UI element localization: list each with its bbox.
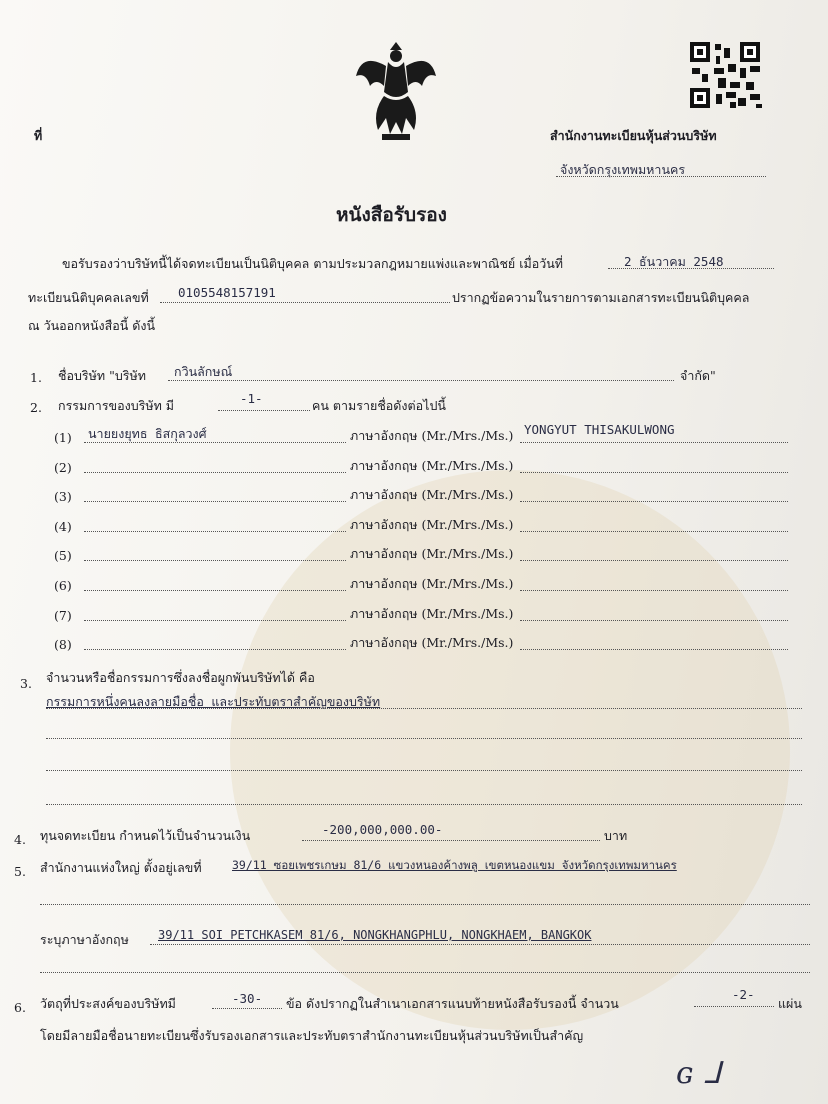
english-name-label: ภาษาอังกฤษ (Mr./Mrs./Ms.) <box>350 546 514 561</box>
qr-code-icon <box>690 42 764 110</box>
signatory-rule: กรรมการหนึ่งคนลงลายมือชื่อ และประทับตราสำคัญของบริษัท <box>46 694 381 709</box>
registered-capital: -200,000,000.00- <box>322 822 443 837</box>
reg-note: ปรากฏข้อความในรายการตามเอกสารทะเบียนนิติบุคคล <box>452 290 750 305</box>
director-name-thai: นายยงยุทธ ธิสกุลวงศ์ <box>88 426 207 441</box>
certification-note: โดยมีลายมือชื่อนายทะเบียนซึ่งรับรองเอกสารและประทับตราสำนักงานทะเบียนหุ้นส่วนบริษัทเป็นสำคัญ <box>40 1028 584 1043</box>
director-number: (6) <box>54 578 72 593</box>
english-name-label: ภาษาอังกฤษ (Mr./Mrs./Ms.) <box>350 635 514 650</box>
director-number: (7) <box>54 608 72 623</box>
registration-number: 0105548157191 <box>178 285 276 300</box>
company-name-label: ชื่อบริษัท "บริษัท <box>58 368 146 383</box>
head-office-address-english: 39/11 SOI PETCHKASEM 81/6, NONGKHANGPHLU, NONGKHAEM, BANGKOK <box>158 928 592 942</box>
objectives-note: ข้อ ดังปรากฏในสำเนาเอกสารแนบท้ายหนังสือรับรองนี้ จำนวน <box>286 996 619 1011</box>
attachment-unit: แผ่น <box>778 996 802 1011</box>
signatory-label: จำนวนหรือชื่อกรรมการซึ่งลงชื่อผูกพันบริษัทได้ คือ <box>46 670 315 685</box>
head-office-address: 39/11 ซอยเพชรเกษม 81/6 แขวงหนองค้างพลู เขตหนองแขม จังหวัดกรุงเทพมหานคร <box>232 858 677 872</box>
capital-unit: บาท <box>604 828 628 843</box>
director-name-english: YONGYUT THISAKULWONG <box>524 422 675 437</box>
issuing-office: สำนักงานทะเบียนหุ้นส่วนบริษัท <box>550 128 717 143</box>
item1-number: 1. <box>30 370 42 385</box>
directors-suffix: คน ตามรายชื่อดังต่อไปนี้ <box>312 398 446 413</box>
english-name-label: ภาษาอังกฤษ (Mr./Mrs./Ms.) <box>350 487 514 502</box>
item4-number: 4. <box>14 832 26 847</box>
registration-date: 2 ธันวาคม 2548 <box>624 254 724 269</box>
director-number: (4) <box>54 519 72 534</box>
head-office-label: สำนักงานแห่งใหญ่ ตั้งอยู่เลขที่ <box>40 860 202 875</box>
director-number: (3) <box>54 489 72 504</box>
english-name-label: ภาษาอังกฤษ (Mr./Mrs./Ms.) <box>350 576 514 591</box>
reg-number-label: ทะเบียนนิติบุคคลเลขที่ <box>28 290 149 305</box>
english-name-label: ภาษาอังกฤษ (Mr./Mrs./Ms.) <box>350 458 514 473</box>
directors-label: กรรมการของบริษัท มี <box>58 398 175 413</box>
company-name: กวินลักษณ์ <box>174 364 233 379</box>
item6-number: 6. <box>14 1000 26 1015</box>
director-number: (1) <box>54 430 72 445</box>
director-number: (2) <box>54 460 72 475</box>
page-title: หนังสือรับรอง <box>336 204 447 226</box>
address-english-label: ระบุภาษาอังกฤษ <box>40 932 129 947</box>
registrar-signature: ɢ ᒧ <box>676 1056 722 1091</box>
objectives-count: -30- <box>232 991 263 1006</box>
director-count: -1- <box>240 391 263 406</box>
issuing-province: จังหวัดกรุงเทพมหานคร <box>560 162 686 177</box>
garuda-emblem-icon <box>352 42 440 142</box>
item3-number: 3. <box>20 676 32 691</box>
capital-label: ทุนจดทะเบียน กำหนดไว้เป็นจำนวนเงิน <box>40 828 251 843</box>
intro-text: ขอรับรองว่าบริษัทนี้ได้จดทะเบียนเป็นนิติบุคคล ตามประมวลกฎหมายแพ่งและพาณิชย์ เมื่อวันที่ <box>62 256 564 271</box>
director-number: (8) <box>54 637 72 652</box>
attachment-pages: -2- <box>732 987 755 1002</box>
english-name-label: ภาษาอังกฤษ (Mr./Mrs./Ms.) <box>350 517 514 532</box>
english-name-label: ภาษาอังกฤษ (Mr./Mrs./Ms.) <box>350 606 514 621</box>
doc-number-label: ที่ <box>34 128 43 143</box>
english-name-label: ภาษาอังกฤษ (Mr./Mrs./Ms.) <box>350 428 514 443</box>
objectives-label: วัตถุที่ประสงค์ของบริษัทมี <box>40 996 176 1011</box>
item2-number: 2. <box>30 400 42 415</box>
company-suffix: จำกัด" <box>680 368 716 383</box>
item5-number: 5. <box>14 864 26 879</box>
issue-date-note: ณ วันออกหนังสือนี้ ดังนี้ <box>28 318 156 333</box>
director-number: (5) <box>54 548 72 563</box>
